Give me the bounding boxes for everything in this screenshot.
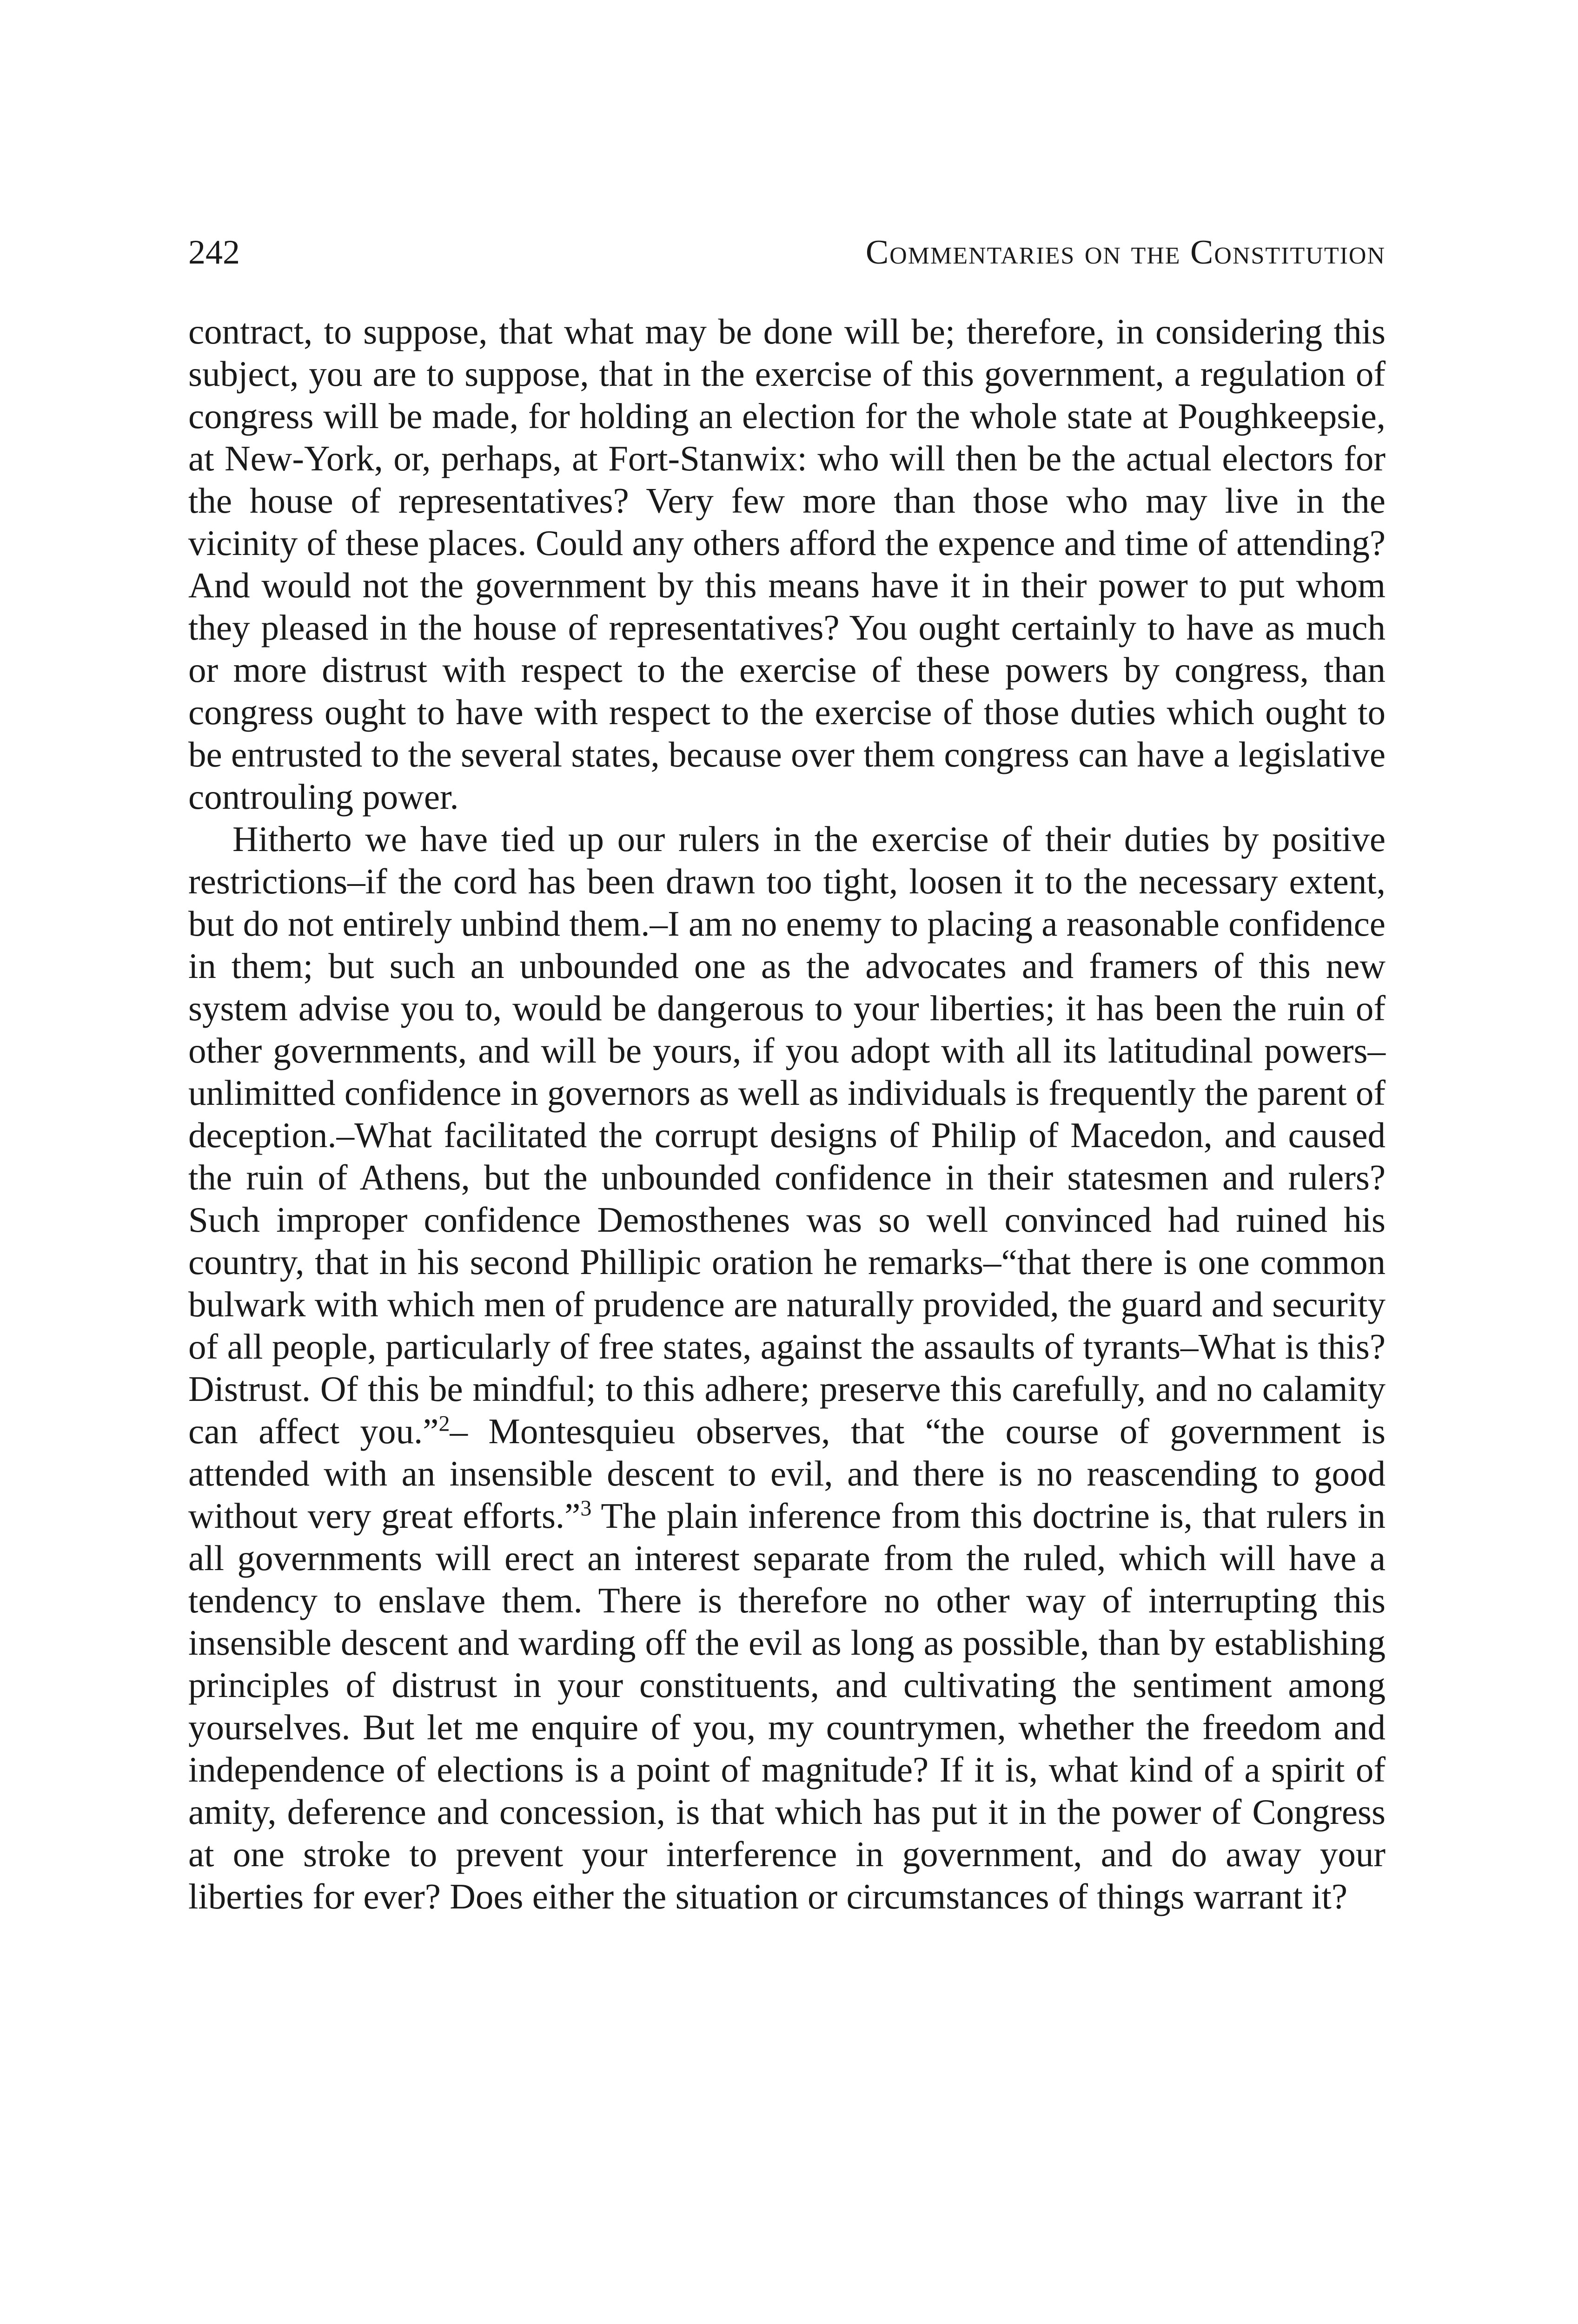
paragraph-1: contract, to suppose, that what may be done will be; therefore, in considering this subject, you are to suppose, that in the exercise of this government, a regulation of congress will be made, for holding an election for the whole state at Poughkeepsie, at New-York, or, perhaps, at Fort-Stanwix: who will then be the actual electors for the house of representatives? Very few more than those who may live in the vicinity of these places. Could any others afford the expence and time of attending? And would not the government by this means have it in their power to put whom they pleased in the house of representatives? You ought certainly to have as much or more distrust with respect to the exercise of these powers by congress, than congress ought to have with respect to the exercise of those duties which ought to be entrusted to the several states, because over them congress can have a legislative controuling power. <box>188 311 1386 817</box>
paragraph-2-part-2: – Montesquieu observes, that “the course of government is attended with an insensible descent to evil, and there is no reascending to good without very great efforts.” <box>188 1411 1386 1536</box>
paragraph-2-part-3: The plain inference from this doctrine is, that rulers in all governments will erect an interest separate from the ruled, which will have a tendency to enslave them. There is therefore no other way of interrupting this insensible descent and warding off the evil as long as possible, than by establishing principles of distrust in your constituents, and cultivating the sentiment among yourselves. But let me enquire of you, my countrymen, whether the freedom and independence of elections is a point of magnitude? If it is, what kind of a spirit of amity, deference and concession, is that which has put it in the power of Congress at one stroke to prevent your interference in government, and do away your liberties for ever? Does either the situation or circumstances of things warrant it? <box>188 1496 1386 1916</box>
running-title: Commentaries on the Constitution <box>865 233 1386 271</box>
paragraph-2-part-1: Hitherto we have tied up our rulers in the exercise of their duties by positive restrictions–if the cord has been drawn too tight, loosen it to the necessary extent, but do not entirely unbind them.–I am no enemy to placing a reasonable confidence in them; but such an unbounded one as the advocates and framers of this new system advise you to, would be dangerous to your liberties; it has been the ruin of other governments, and will be yours, if you adopt with all its latitudinal powers–unlimitted confidence in governors as well as individuals is frequently the parent of deception.–What facilitated the corrupt designs of Philip of Macedon, and caused the ruin of Athens, but the unbounded confidence in their statesmen and rulers? Such improper confidence Demosthenes was so well convinced had ruined his country, that in his second Phillipic oration he remarks–“that there is one common bulwark with which men of prudence are naturally provided, the guard and security of all people, particularly of free states, against the assaults of tyrants–What is this? Distrust. Of this be mindful; to this adhere; preserve this carefully, and no calamity can affect you.” <box>188 819 1386 1451</box>
paragraph-2 <box>188 818 1386 1918</box>
body-text <box>188 310 1386 1918</box>
footnote-ref-3: 3 <box>580 1496 592 1521</box>
footnote-ref-2: 2 <box>438 1411 450 1436</box>
page-number: 242 <box>188 233 240 271</box>
page-header <box>188 227 1386 278</box>
